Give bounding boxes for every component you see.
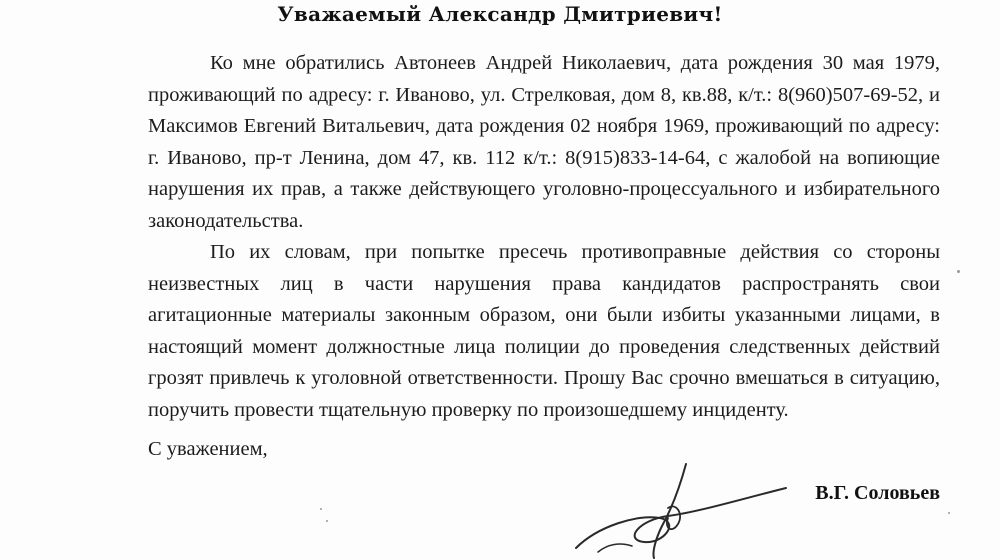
scan-speck xyxy=(948,512,950,514)
signer-name: В.Г. Соловьев xyxy=(815,482,940,504)
closing-phrase: С уважением, xyxy=(148,438,268,460)
scan-speck xyxy=(957,270,960,273)
paragraph-complaint: Ко мне обратились Автонеев Андрей Николаевич, дата рождения 30 мая 1979, проживающий по адресу: г. Иваново, ул. Стрелковая, дом 8, кв.88, к/т.: 8(960)507-69-52, и Максимов Евгений Витальевич, дата рождения 02 ноября 1969, проживающий по адресу: г. Иваново, пр-т Ленина, дом 47, кв. 112 к/т.: 8(915)833-14-64, с жалобой на вопиющие нарушения их прав, а также действующего уголовно-процессуального и избирательного законодательства. xyxy=(148,52,940,232)
scan-speck xyxy=(326,520,328,522)
handwritten-signature xyxy=(568,456,798,560)
letter-body xyxy=(148,48,940,426)
paragraph-request: По их словам, при попытке пресечь противоправные действия со стороны неизвестных лиц в части нарушения права кандидатов распространять свои агитационные материалы законным образом, они были избиты указанными лицами, в настоящий момент должностные лица полиции до проведения следственных действий грозят привлечь к уголовной ответственности. Прошу Вас срочно вмешаться в ситуацию, поручить провести тщательную проверку по произошедшему инциденту. xyxy=(148,241,940,421)
letter-greeting: Уважаемый Александр Дмитриевич! xyxy=(277,2,723,26)
scan-speck xyxy=(320,508,322,510)
